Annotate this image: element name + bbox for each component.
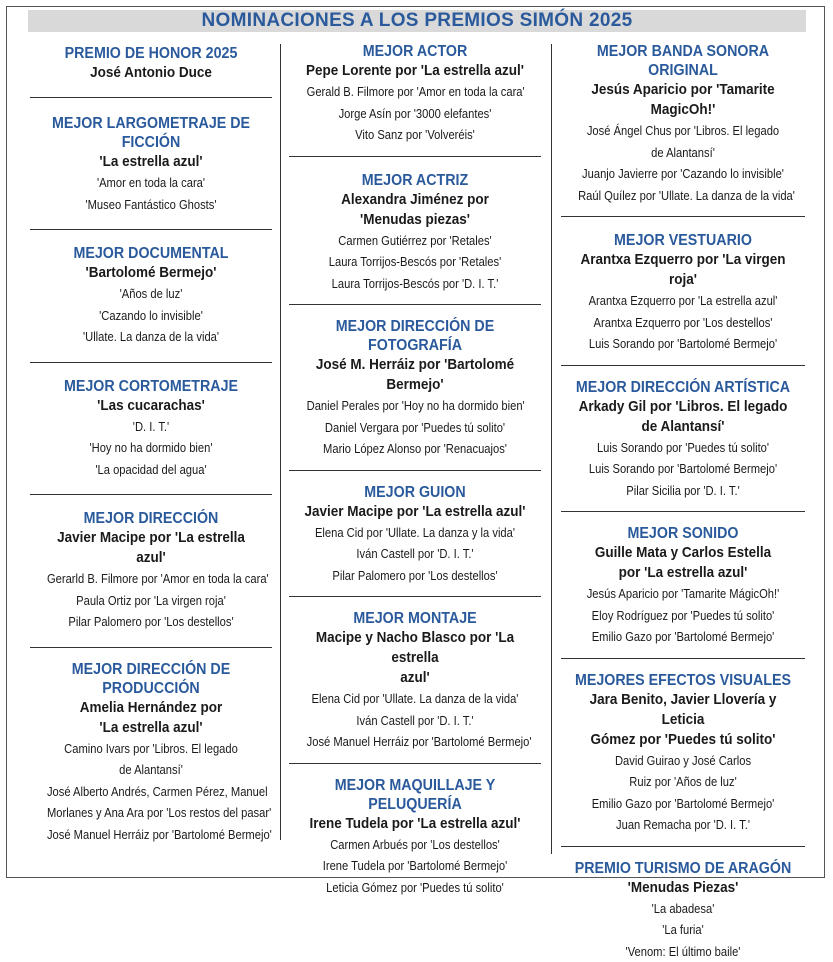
nominee-line: 'La abadesa' <box>578 898 788 920</box>
nominee-line: de Alantansí' <box>578 142 788 164</box>
award-section <box>561 366 805 502</box>
nominee-line: 'Museo Fantástico Ghosts' <box>47 194 255 216</box>
nominee-line: Pilar Palomero por 'Los destellos' <box>307 565 524 587</box>
nominee-line: Elena Cid por 'Ullate. La danza y la vida' <box>307 522 524 544</box>
winner-line: José M. Herráiz por 'Bartolomé <box>302 355 529 375</box>
nominee-line: Carmen Arbués por 'Los destellos' <box>307 834 524 856</box>
award-section <box>289 157 541 295</box>
winner-line: de Alantansí' <box>573 417 793 437</box>
winner-line: por 'La estrella azul' <box>573 563 793 583</box>
nominee-line: Laura Torrijos-Bescós por 'D. I. T.' <box>307 273 524 295</box>
award-section <box>30 230 272 348</box>
award-section <box>289 471 541 587</box>
nominee-line: Iván Castell por 'D. I. T.' <box>307 543 524 565</box>
nominee-line: Camino Ivars por 'Libros. El legado <box>47 738 255 760</box>
award-section <box>561 38 805 206</box>
award-title: MEJOR DIRECCIÓN ARTÍSTICA <box>571 378 795 397</box>
award-title: MEJOR ACTOR <box>299 42 531 61</box>
nominee-line: Daniel Vergara por 'Puedes tú solito' <box>307 417 524 439</box>
award-title: PREMIO TURISMO DE ARAGÓN <box>571 859 795 878</box>
winner-line: Pepe Lorente por 'La estrella azul' <box>302 61 529 81</box>
nominee-line: Emilio Gazo por 'Bartolomé Bermejo' <box>578 793 788 815</box>
award-section <box>289 597 541 753</box>
nominee-line: Gerald B. Filmore por 'Amor en toda la cara' <box>307 81 524 103</box>
award-section <box>30 38 272 83</box>
award-section <box>289 38 541 146</box>
page-title: NOMINACIONES A LOS PREMIOS SIMÓN 2025 <box>202 10 633 31</box>
column-divider <box>280 44 281 840</box>
nominee-line: Paula Ortiz por 'La virgen roja' <box>47 590 255 612</box>
winner-line: Jesús Aparicio por 'Tamarite MagicOh!' <box>573 80 793 120</box>
winner-line: Javier Macipe por 'La estrella azul' <box>42 528 260 568</box>
winner-line: azul' <box>302 668 529 688</box>
award-section <box>561 659 805 836</box>
award-title: MEJOR ACTRIZ <box>299 171 531 190</box>
nominee-line: Juan Remacha por 'D. I. T.' <box>578 814 788 836</box>
nominee-line: José Ángel Chus por 'Libros. El legado <box>578 120 788 142</box>
winner-line: Irene Tudela por 'La estrella azul' <box>302 814 529 834</box>
nominee-line: José Manuel Herráiz por 'Bartolomé Bermejo' <box>47 824 255 846</box>
winner-line: Macipe y Nacho Blasco por 'La estrella <box>302 628 529 668</box>
nominee-line: Leticia Gómez por 'Puedes tú solito' <box>307 877 524 899</box>
nominee-line: Carmen Gutiérrez por 'Retales' <box>307 230 524 252</box>
nominee-line: 'Hoy no ha dormido bien' <box>47 437 255 459</box>
award-title: MEJOR GUION <box>299 483 531 502</box>
award-section <box>561 512 805 648</box>
nominee-line: 'La furia' <box>578 919 788 941</box>
nominee-line: Gerarld B. Filmore por 'Amor en toda la cara' <box>47 568 255 590</box>
award-section <box>30 98 272 215</box>
award-section <box>289 764 541 899</box>
nominee-line: Eloy Rodríguez por 'Puedes tú solito' <box>578 605 788 627</box>
nominee-line: Jesús Aparicio por 'Tamarite MágicOh!' <box>578 583 788 605</box>
winner-line: Alexandra Jiménez por <box>302 190 529 210</box>
award-title: PREMIO DE HONOR 2025 <box>40 44 263 63</box>
award-title: MEJOR SONIDO <box>571 524 795 543</box>
winner-line: Bermejo' <box>302 375 529 395</box>
winner-line: Jara Benito, Javier Llovería y Leticia <box>573 690 793 730</box>
nominee-line: Irene Tudela por 'Bartolomé Bermejo' <box>307 855 524 877</box>
nominee-line: Ruiz por 'Años de luz' <box>578 771 788 793</box>
winner-line: Javier Macipe por 'La estrella azul' <box>302 502 529 522</box>
award-section <box>561 217 805 355</box>
nominee-line: Raúl Quílez por 'Ullate. La danza de la vida' <box>578 185 788 207</box>
winner-line: 'La estrella azul' <box>42 718 260 738</box>
nominee-line: Laura Torrijos-Bescós por 'Retales' <box>307 251 524 273</box>
nominee-line: Luis Sorando por 'Bartolomé Bermejo' <box>578 458 788 480</box>
winner-line: Guille Mata y Carlos Estella <box>573 543 793 563</box>
nominee-line: 'Venom: El último baile' <box>578 941 788 962</box>
award-title: MEJOR MONTAJE <box>299 609 531 628</box>
award-section <box>561 847 805 962</box>
winner-line: Gómez por 'Puedes tú solito' <box>573 730 793 750</box>
award-title: MEJOR CORTOMETRAJE <box>40 377 263 396</box>
award-title: MEJORES EFECTOS VISUALES <box>571 671 795 690</box>
header-banner <box>28 10 806 32</box>
winner-line: Arkady Gil por 'Libros. El legado <box>573 397 793 417</box>
nominee-line: Elena Cid por 'Ullate. La danza de la vida' <box>307 688 524 710</box>
winner-line: Arantxa Ezquerro por 'La virgen roja' <box>573 250 793 290</box>
winner-line: Amelia Hernández por <box>42 698 260 718</box>
nominee-line: Arantxa Ezquerro por 'Los destellos' <box>578 312 788 334</box>
winner-line: 'Menudas piezas' <box>302 210 529 230</box>
award-title: MEJOR LARGOMETRAJE DE FICCIÓN <box>40 114 263 152</box>
column-divider <box>551 44 552 854</box>
nominee-line: Morlanes y Ana Ara por 'Los restos del pasar' <box>47 802 255 824</box>
award-section <box>30 495 272 633</box>
nominee-line: de Alantansí' <box>47 759 255 781</box>
nominee-line: 'La opacidad del agua' <box>47 459 255 481</box>
nominee-line: Pilar Sicilia por 'D. I. T.' <box>578 480 788 502</box>
winner-line: 'Menudas Piezas' <box>573 878 793 898</box>
nominee-line: Iván Castell por 'D. I. T.' <box>307 710 524 732</box>
nominee-line: 'Años de luz' <box>47 283 255 305</box>
winner-line: 'Las cucarachas' <box>42 396 260 416</box>
nominee-line: Jorge Asín por '3000 elefantes' <box>307 103 524 125</box>
award-title: MEJOR DIRECCIÓN DE PRODUCCIÓN <box>40 660 263 698</box>
winner-line: 'La estrella azul' <box>42 152 260 172</box>
award-title: MEJOR MAQUILLAJE Y PELUQUERÍA <box>299 776 531 814</box>
column-3 <box>561 38 805 962</box>
column-2 <box>289 38 541 898</box>
nominee-line: Daniel Perales por 'Hoy no ha dormido bien' <box>307 395 524 417</box>
nominee-line: Mario López Alonso por 'Renacuajos' <box>307 438 524 460</box>
nominee-line: 'Ullate. La danza de la vida' <box>47 326 255 348</box>
award-section <box>289 305 541 460</box>
nominee-line: David Guirao y José Carlos <box>578 750 788 772</box>
column-1 <box>30 38 272 845</box>
nominee-line: José Alberto Andrés, Carmen Pérez, Manuel <box>47 781 255 803</box>
nominee-line: Pilar Palomero por 'Los destellos' <box>47 611 255 633</box>
winner-line: José Antonio Duce <box>42 63 260 83</box>
award-title: MEJOR DOCUMENTAL <box>40 244 263 263</box>
nominee-line: José Manuel Herráiz por 'Bartolomé Bermejo' <box>307 731 524 753</box>
nominee-line: 'Cazando lo invisible' <box>47 305 255 327</box>
nominee-line: Emilio Gazo por 'Bartolomé Bermejo' <box>578 626 788 648</box>
nominee-line: Luis Sorando por 'Puedes tú solito' <box>578 437 788 459</box>
nominee-line: Vito Sanz por 'Volveréis' <box>307 124 524 146</box>
award-title: MEJOR VESTUARIO <box>571 231 795 250</box>
award-title: MEJOR BANDA SONORA ORIGINAL <box>571 42 795 80</box>
award-title: MEJOR DIRECCIÓN DE FOTOGRAFÍA <box>299 317 531 355</box>
nominee-line: Luis Sorando por 'Bartolomé Bermejo' <box>578 333 788 355</box>
nominee-line: 'Amor en toda la cara' <box>47 172 255 194</box>
award-title: MEJOR DIRECCIÓN <box>40 509 263 528</box>
winner-line: 'Bartolomé Bermejo' <box>42 263 260 283</box>
award-section <box>30 363 272 481</box>
nominee-line: Juanjo Javierre por 'Cazando lo invisible' <box>578 163 788 185</box>
nominee-line: 'D. I. T.' <box>47 416 255 438</box>
award-section <box>30 648 272 846</box>
nominee-line: Arantxa Ezquerro por 'La estrella azul' <box>578 290 788 312</box>
